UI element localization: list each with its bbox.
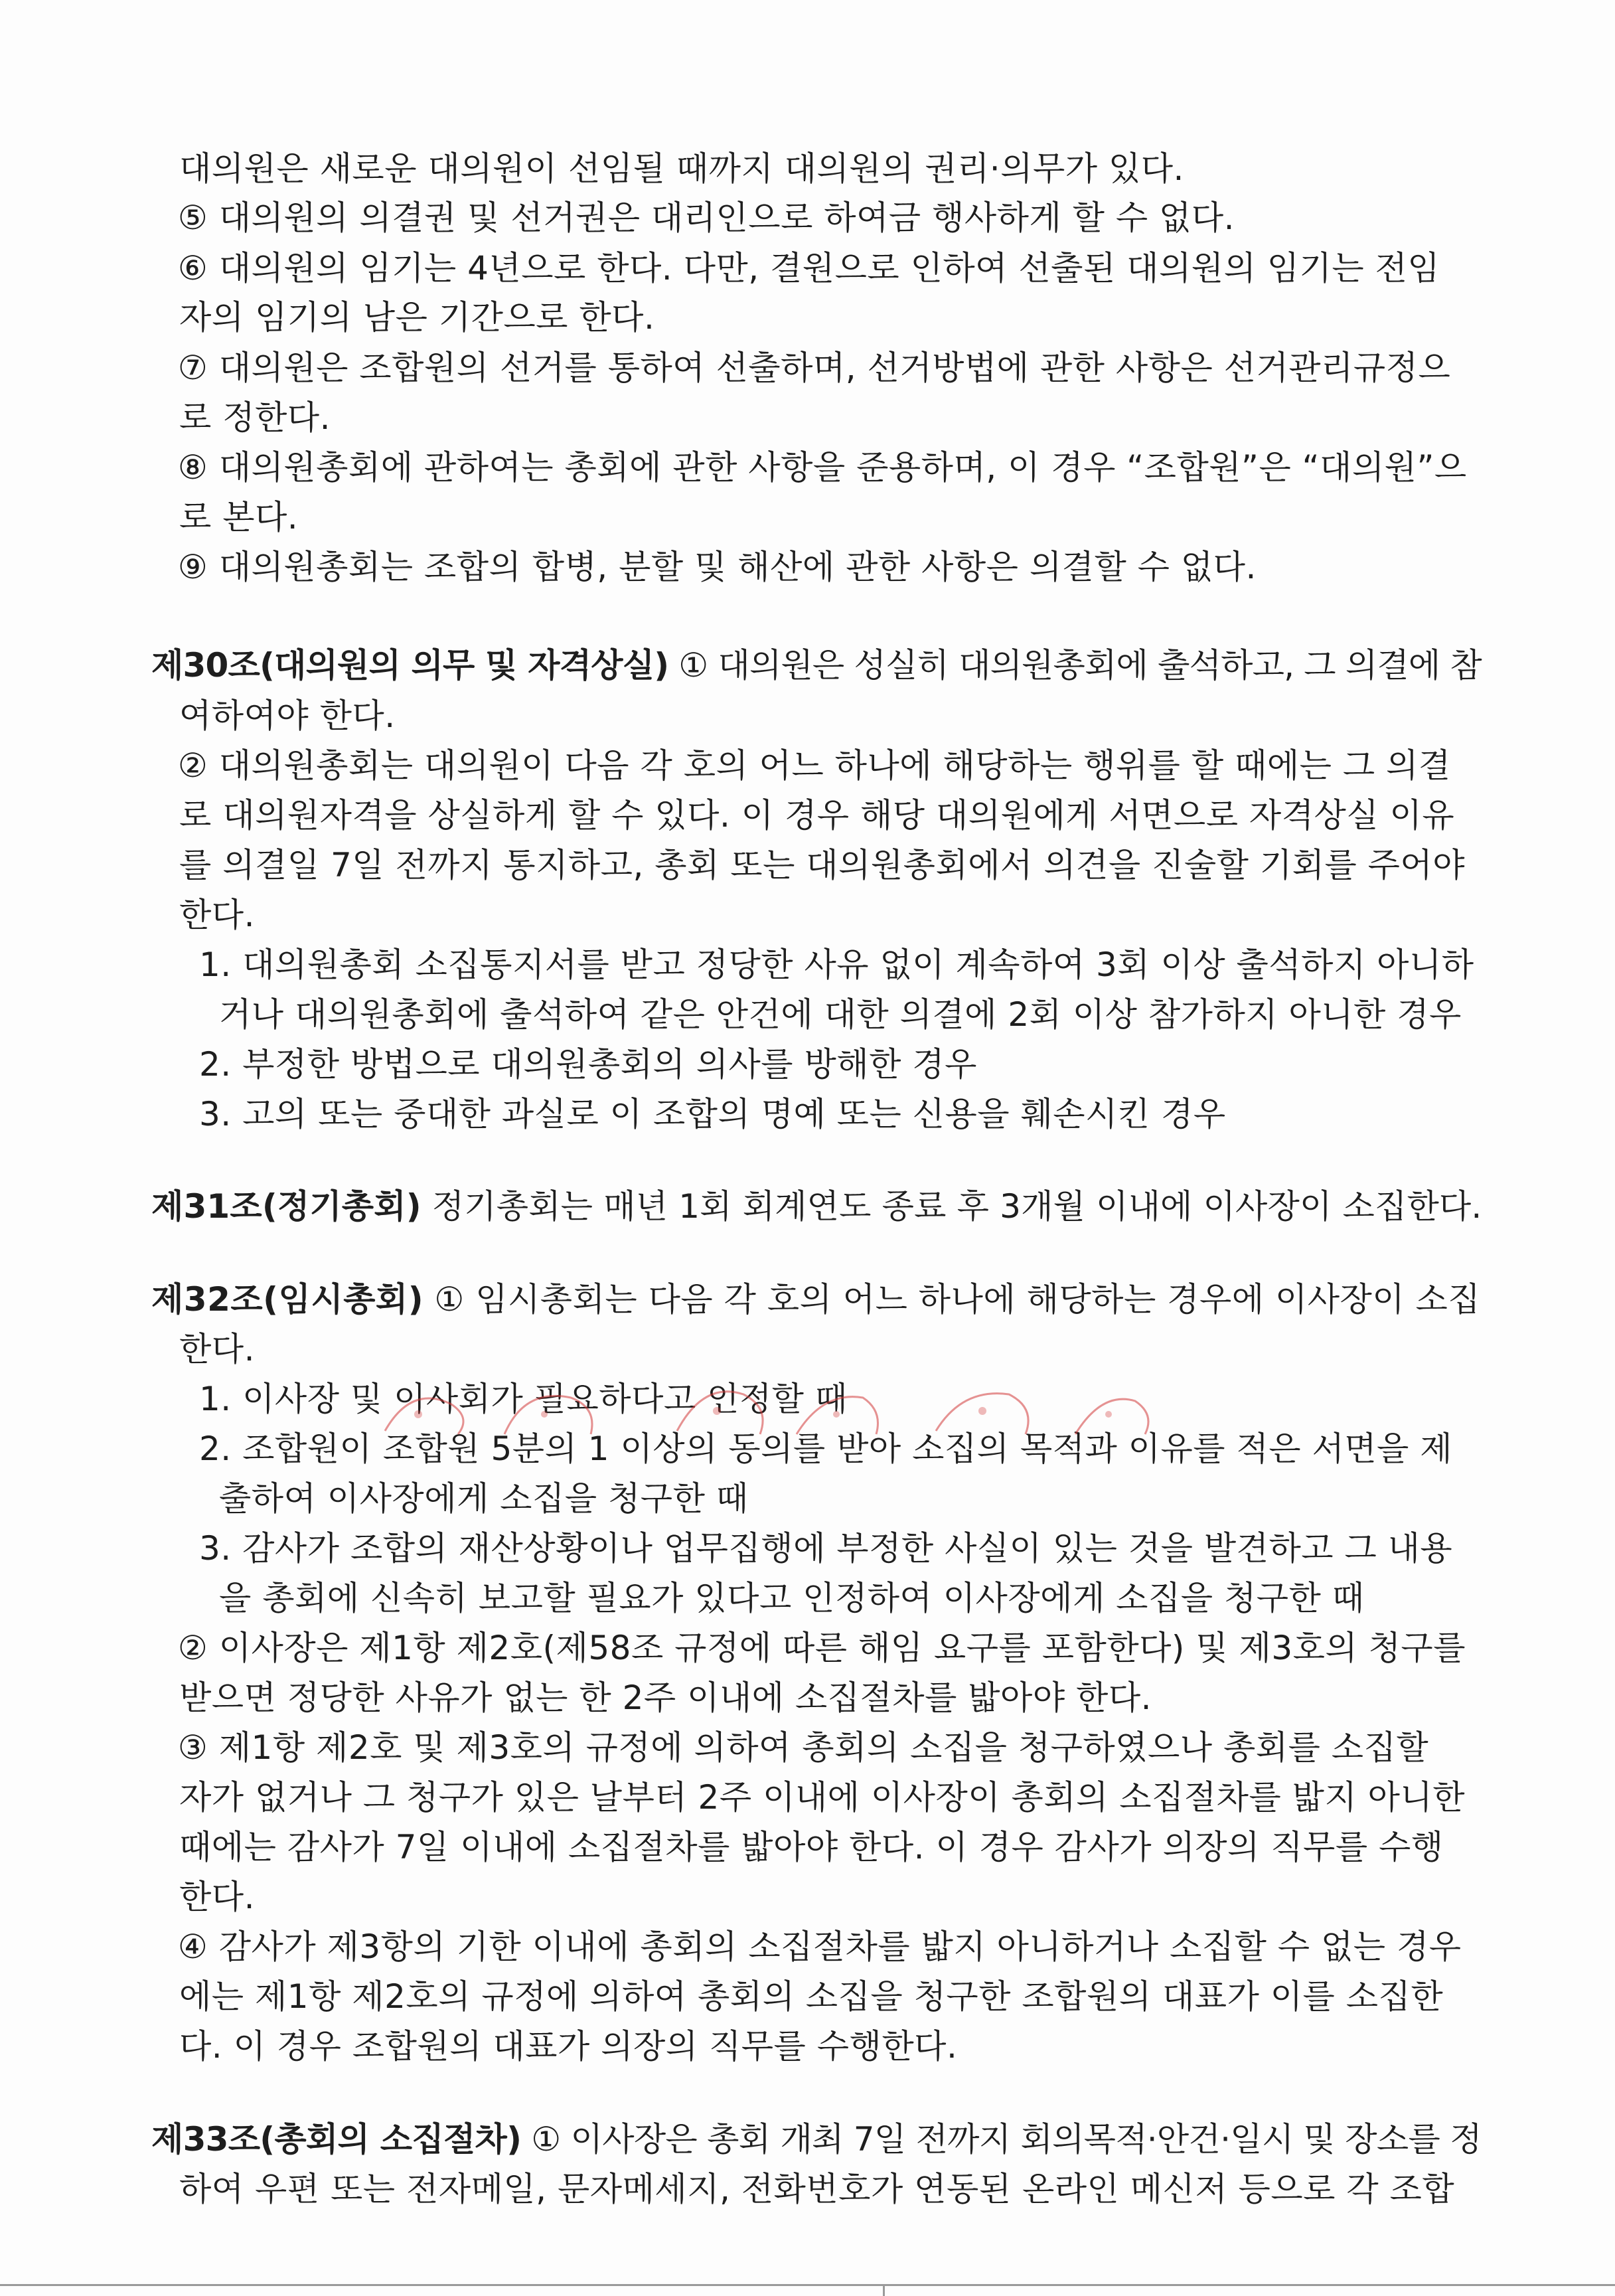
text-line: 한다.	[179, 1878, 255, 1916]
text-line: 자의 임기의 남은 기간으로 한다.	[179, 298, 655, 337]
text-line: ③ 제1항 제2호 및 제3호의 규정에 의하여 총회의 소집을 청구하였으나 총회를 소집할	[178, 1728, 1429, 1767]
text-line: 한다.	[179, 896, 255, 934]
text-line: ⑦ 대의원은 조합원의 선거를 통하여 선출하며, 선거방법에 관한 사항은 선거관리규정으	[178, 349, 1451, 387]
text-line: ⑥ 대의원의 임기는 4년으로 한다. 다만, 결원으로 인하여 선출된 대의원의 임기는 전임	[178, 249, 1440, 287]
text-line: 자가 없거나 그 청구가 있은 날부터 2주 이내에 이사장이 총회의 소집절차를 밟지 아니한	[179, 1778, 1466, 1817]
text-line: 로 정한다.	[179, 398, 331, 437]
text-line: 하여 우편 또는 전자메일, 문자메세지, 전화번호가 연동된 온라인 메신저 등으로 각 조합	[179, 2170, 1455, 2208]
text-line: ② 이사장은 제1항 제2호(제58조 규정에 따른 해임 요구를 포함한다) 및 제3호의 청구를	[178, 1629, 1466, 1667]
text-span: ① 이사장은 총회 개최 7일 전까지 회의목적·안건·일시 및 장소를 정	[521, 2120, 1482, 2159]
article-31-line	[151, 1185, 1482, 1228]
text-line: ⑤ 대의원의 의결권 및 선거권은 대리인으로 하여금 행사하게 할 수 없다.	[178, 199, 1235, 237]
text-span: ① 임시총회는 다음 각 호의 어느 하나에 해당하는 경우에 이사장이 소집	[423, 1280, 1481, 1319]
article-32-line	[151, 1278, 1480, 1321]
list-item: 3. 고의 또는 중대한 과실로 이 조합의 명예 또는 신용을 훼손시킨 경우	[199, 1095, 1226, 1133]
text-line: 대의원은 새로운 대의원이 선임될 때까지 대의원의 권리·의무가 있다.	[179, 149, 1184, 188]
list-item: 2. 부정한 방법으로 대의원총회의 의사를 방해한 경우	[199, 1045, 977, 1084]
text-line: 때에는 감사가 7일 이내에 소집절차를 밟아야 한다. 이 경우 감사가 의장의 직무를 수행	[179, 1828, 1444, 1866]
article-33-line	[151, 2118, 1482, 2161]
text-line: 을 총회에 신속히 보고할 필요가 있다고 인정하여 이사장에게 소집을 청구한 때	[219, 1579, 1365, 1617]
text-line: 거나 대의원총회에 출석하여 같은 안건에 대한 의결에 2회 이상 참가하지 아니한 경우	[219, 995, 1462, 1034]
text-line: 를 의결일 7일 전까지 통지하고, 총회 또는 대의원총회에서 의견을 진술할 기회를 주어야	[179, 846, 1466, 884]
list-item: 1. 대의원총회 소집통지서를 받고 정당한 사유 없이 계속하여 3회 이상 출석하지 아니하	[199, 945, 1474, 984]
text-line: 다. 이 경우 조합원의 대표가 의장의 직무를 수행한다.	[179, 2027, 958, 2066]
text-line: 한다.	[179, 1330, 255, 1368]
list-item: 1. 이사장 및 이사회가 필요하다고 인정할 때	[199, 1380, 848, 1418]
article-31-heading: 제31조(정기총회)	[151, 1187, 422, 1226]
text-line: 받으면 정당한 사유가 없는 한 2주 이내에 소집절차를 밟아야 한다.	[179, 1679, 1152, 1717]
page-bottom-rule	[0, 2284, 1615, 2286]
text-line: ⑨ 대의원총회는 조합의 합병, 분할 및 해산에 관한 사항은 의결할 수 없다.	[178, 548, 1257, 586]
page-bottom-tick	[883, 2284, 885, 2296]
text-line: 출하여 이사장에게 소집을 청구한 때	[219, 1479, 749, 1518]
article-32-heading: 제32조(임시총회)	[151, 1280, 424, 1319]
text-line: 로 대의원자격을 상실하게 할 수 있다. 이 경우 해당 대의원에게 서면으로 자격상실 이유	[179, 796, 1455, 835]
text-line: ② 대의원총회는 대의원이 다음 각 호의 어느 하나에 해당하는 행위를 할 때에는 그 의결	[178, 746, 1451, 785]
article-30-line	[151, 644, 1482, 687]
list-item: 2. 조합원이 조합원 5분의 1 이상의 동의를 받아 소집의 목적과 이유를 적은 서면을 제	[199, 1430, 1453, 1468]
text-line: ⑧ 대의원총회에 관하여는 총회에 관한 사항을 준용하며, 이 경우 “조합원”은 “대의원”으	[178, 448, 1467, 487]
article-33-heading: 제33조(총회의 소집절차)	[151, 2120, 522, 2159]
text-line: 여하여야 한다.	[179, 697, 396, 735]
article-30-heading: 제30조(대의원의 의무 및 자격상실)	[151, 646, 669, 685]
text-span: ① 대의원은 성실히 대의원총회에 출석하고, 그 의결에 참	[668, 646, 1482, 685]
text-line: 에는 제1항 제2호의 규정에 의하여 총회의 소집을 청구한 조합원의 대표가 이를 소집한	[179, 1977, 1444, 2016]
text-span: 정기총회는 매년 1회 회계연도 종료 후 3개월 이내에 이사장이 소집한다.	[421, 1187, 1482, 1226]
text-line: 로 본다.	[179, 498, 299, 536]
text-line: ④ 감사가 제3항의 기한 이내에 총회의 소집절차를 밟지 아니하거나 소집할 수 없는 경우	[178, 1927, 1462, 1966]
list-item: 3. 감사가 조합의 재산상황이나 업무집행에 부정한 사실이 있는 것을 발견하고 그 내용	[199, 1529, 1453, 1568]
